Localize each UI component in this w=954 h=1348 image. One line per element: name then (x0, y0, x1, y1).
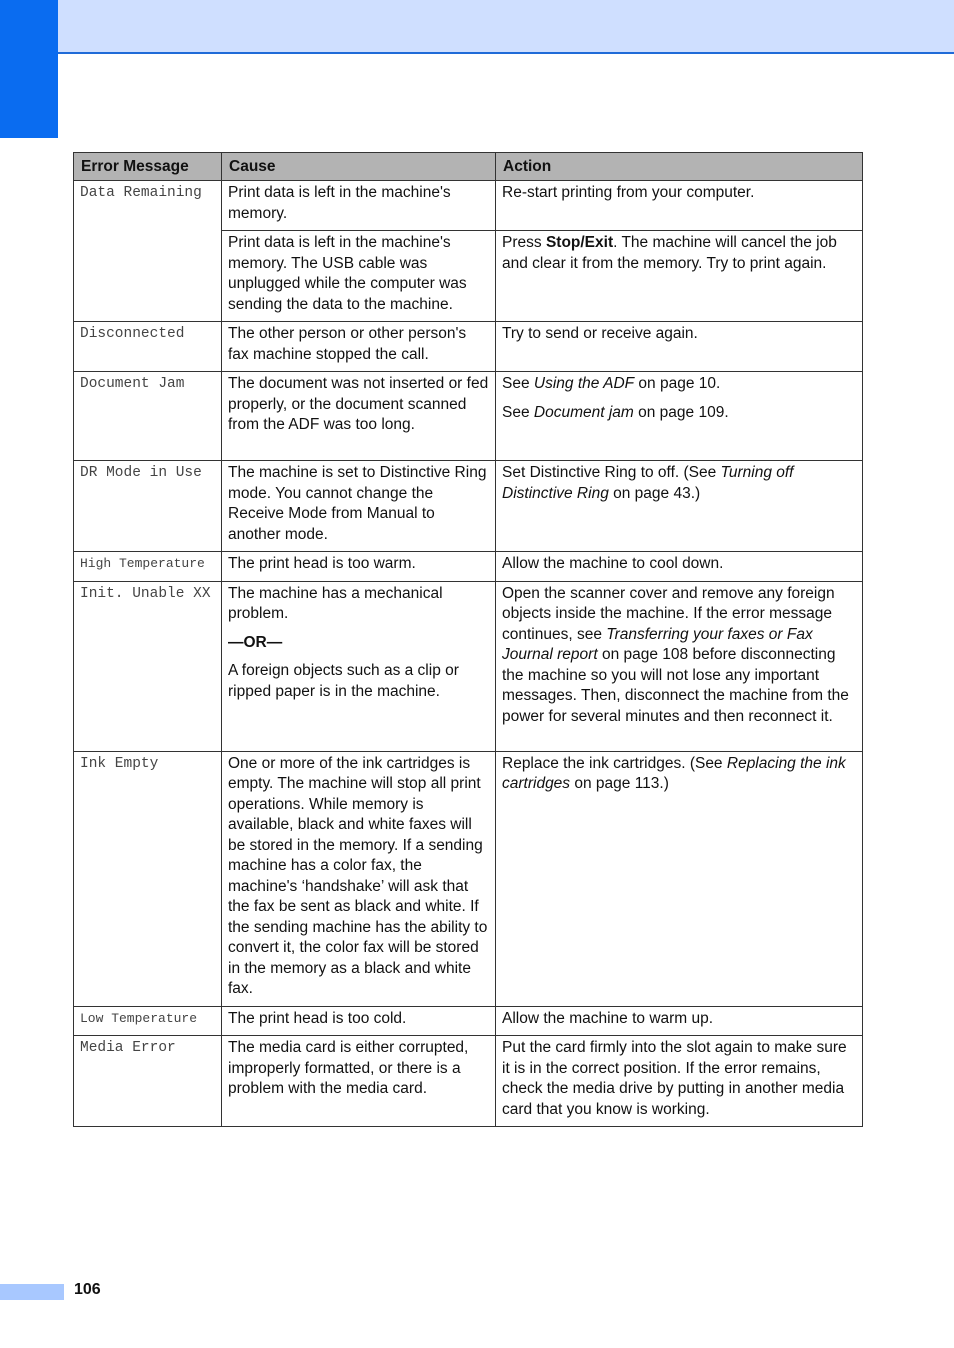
error-message-cell: DR Mode in Use (74, 461, 222, 552)
table-header-row (74, 153, 863, 181)
action-text: . The machine will cancel the job and clear it from the memory. Try to print again. (502, 234, 837, 272)
table-row (74, 552, 863, 582)
cause-cell: The print head is too warm. (222, 552, 496, 582)
table-row (74, 372, 863, 461)
cause-cell: Print data is left in the machine's memory. (222, 181, 496, 231)
action-cell: Allow the machine to warm up. (496, 1006, 863, 1036)
action-cell (496, 372, 863, 461)
cause-cell: Print data is left in the machine's memory. The USB cable was unplugged while the computer was sending the data to the machine. (222, 231, 496, 322)
cause-cell: The media card is either corrupted, improperly formatted, or there is a problem with the media card. (222, 1036, 496, 1127)
footer-band (0, 1284, 64, 1300)
cause-cell: The machine is set to Distinctive Ring mode. You cannot change the Receive Mode from Manual to another mode. (222, 461, 496, 552)
action-cell (496, 751, 863, 1006)
cross-reference: Document jam (533, 403, 634, 421)
table-row (74, 461, 863, 552)
cause-cell: One or more of the ink cartridges is empty. The machine will stop all print operations. While memory is available, black and white faxes will be stored in the memory. If a sending machine has a color fax, the machine's ‘handshake’ will ask that the fax be sent as black and white. If the sending machine has the ability to convert it, the color fax will be stored in the memory as a black and white fax. (222, 751, 496, 1006)
action-cell: Try to send or receive again. (496, 322, 863, 372)
action-paragraph (502, 374, 856, 395)
action-text: Set Distinctive Ring to off. (See (502, 464, 721, 481)
cause-cell: The document was not inserted or fed properly, or the document scanned from the ADF was too long. (222, 372, 496, 461)
table-row (74, 581, 863, 751)
or-separator: —OR— (228, 633, 283, 651)
action-text: on page 109. (633, 403, 729, 421)
cross-reference: Turning off Distinctive Ring (502, 464, 794, 502)
action-cell (496, 231, 863, 322)
header-action: Action (496, 153, 863, 181)
header-band (58, 0, 954, 54)
action-paragraph (502, 403, 856, 424)
header-error-message: Error Message (74, 153, 222, 181)
stop-exit-key: Stop/Exit (545, 234, 614, 251)
error-message-table (73, 152, 863, 1127)
cause-cell: The other person or other person's fax machine stopped the call. (222, 322, 496, 372)
error-message-cell: Ink Empty (74, 751, 222, 1006)
action-cell (496, 581, 863, 751)
table-row (74, 1036, 863, 1127)
cross-reference: Transferring your faxes or Fax Journal report (502, 625, 813, 663)
action-cell: Put the card firmly into the slot again to make sure it is in the correct position. If the error remains, check the media drive by putting in another media card that you know is working. (496, 1036, 863, 1127)
action-text: Open the scanner cover and remove any foreign objects inside the machine. If the error message continues, see (502, 584, 835, 643)
action-text: on page 10. (634, 375, 721, 392)
error-message-cell: Document Jam (74, 372, 222, 461)
cause-cell: The print head is too cold. (222, 1006, 496, 1036)
action-text: Press (502, 234, 546, 251)
table-row (74, 322, 863, 372)
action-text: on page 113.) (570, 775, 669, 792)
error-message-cell: Data Remaining (74, 181, 222, 322)
error-message-cell: Media Error (74, 1036, 222, 1127)
action-text: Replace the ink cartridges. (See (502, 754, 727, 772)
table-row (74, 1006, 863, 1036)
action-cell: Allow the machine to cool down. (496, 552, 863, 582)
error-message-cell: Low Temperature (74, 1006, 222, 1036)
chapter-tab (0, 0, 58, 138)
table-row (74, 751, 863, 1006)
action-text: on page 43.) (608, 484, 701, 502)
header-cause: Cause (222, 153, 496, 181)
page-number: 106 (74, 1281, 101, 1298)
cause-text: The machine has a mechanical problem. (228, 584, 443, 622)
cross-reference: Replacing the ink cartridges (502, 754, 846, 792)
action-cell (496, 461, 863, 552)
cause-text: A foreign objects such as a clip or ripped paper is in the machine. (228, 662, 459, 700)
cross-reference: Using the ADF (533, 375, 635, 392)
action-text: on page 108 before disconnecting the machine so you will not lose any important messages. Then, disconnect the machine from the power for several minutes and then reconnect it. (502, 646, 849, 725)
action-text: See (502, 375, 534, 392)
action-text: See (502, 403, 534, 421)
error-message-cell: High Temperature (74, 552, 222, 582)
action-cell: Re-start printing from your computer. (496, 181, 863, 231)
table-row (74, 181, 863, 231)
cause-cell (222, 581, 496, 751)
error-message-cell: Init. Unable XX (74, 581, 222, 751)
error-message-cell: Disconnected (74, 322, 222, 372)
